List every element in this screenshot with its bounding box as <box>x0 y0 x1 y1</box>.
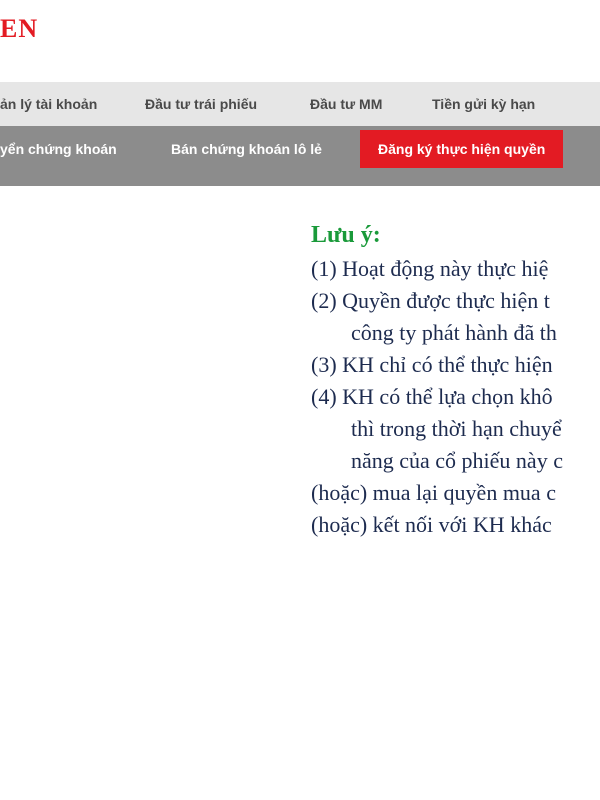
notes-title: Lưu ý: <box>311 222 381 248</box>
note-line: thì trong thời hạn chuyể <box>351 416 562 441</box>
primary-nav <box>0 82 600 126</box>
note-line: (hoặc) mua lại quyền mua c <box>311 480 556 505</box>
nav-item-bond-investment[interactable]: Đầu tư trái phiếu <box>145 96 258 112</box>
notes-panel <box>311 222 600 562</box>
nav-item-account-management[interactable]: ản lý tài khoản <box>0 96 98 112</box>
nav-item-odd-lot-sale[interactable]: Bán chứng khoán lô lẻ <box>171 141 322 157</box>
note-line: năng của cổ phiếu này c <box>351 448 563 473</box>
secondary-nav <box>0 126 600 186</box>
note-line: (2) Quyền được thực hiện t <box>311 288 550 313</box>
brand-logo[interactable]: EN <box>0 14 39 43</box>
note-line: (3) KH chỉ có thể thực hiện <box>311 352 553 377</box>
note-line: (hoặc) kết nối với KH khác <box>311 512 552 537</box>
note-line: (1) Hoạt động này thực hiệ <box>311 256 549 281</box>
note-line: (4) KH có thể lựa chọn khô <box>311 384 553 409</box>
note-line: công ty phát hành đã th <box>351 320 557 345</box>
nav-item-term-deposit[interactable]: Tiền gửi kỳ hạn <box>432 96 536 112</box>
nav-item-rights-registration[interactable]: Đăng ký thực hiện quyền <box>360 130 563 168</box>
nav-item-securities-transfer[interactable]: yển chứng khoán <box>0 141 117 157</box>
nav-item-mm-investment[interactable]: Đầu tư MM <box>310 96 383 112</box>
